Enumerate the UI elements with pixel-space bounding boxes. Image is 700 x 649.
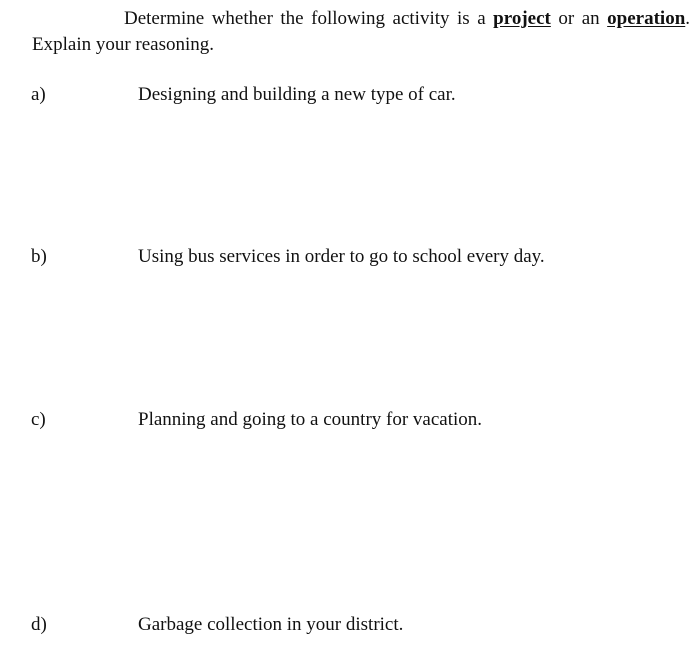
term-project: project <box>493 8 551 29</box>
item-text-b: Using bus services in order to go to school every day. <box>138 246 545 267</box>
item-label-a: a) <box>31 84 46 105</box>
instruction-line-2: Explain your reasoning. <box>32 34 215 55</box>
item-text-d: Garbage collection in your district. <box>138 614 404 635</box>
item-label-b: b) <box>31 246 47 267</box>
instruction-or-an: or an <box>558 8 600 29</box>
instruction-lead: Determine whether the following activity is a <box>124 8 486 29</box>
item-text-a: Designing and building a new type of car. <box>138 84 456 105</box>
instruction-period: . <box>685 8 691 29</box>
item-label-c: c) <box>31 409 46 430</box>
instruction-line-1 <box>124 8 690 30</box>
item-label-d: d) <box>31 614 47 635</box>
item-text-c: Planning and going to a country for vacation. <box>138 409 483 430</box>
term-operation-group <box>607 8 690 29</box>
term-operation: operation <box>607 8 686 29</box>
